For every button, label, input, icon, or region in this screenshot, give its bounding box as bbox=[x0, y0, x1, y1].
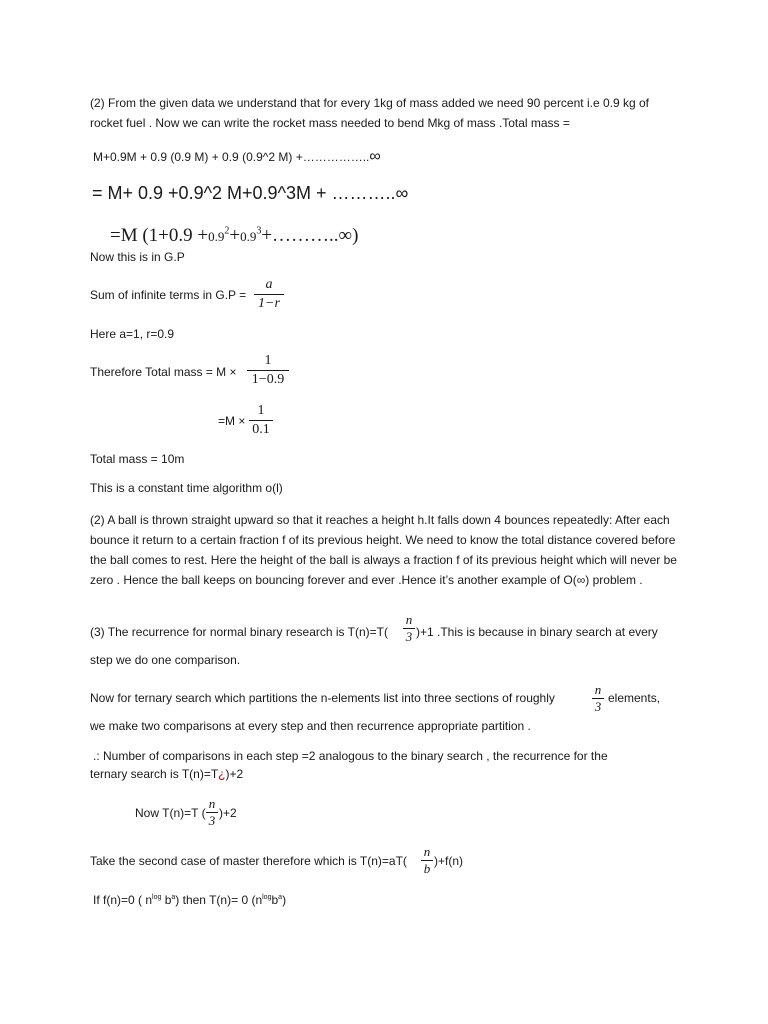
now-line-a: Now T(n)=T ( bbox=[135, 806, 206, 820]
therefore-numerator: 1 bbox=[264, 353, 272, 368]
ternary-line-a: Now for ternary search which partitions the n-elements list into three sections of roughly bbox=[90, 691, 555, 705]
eqm-numerator: 1 bbox=[257, 403, 265, 418]
series-text: M+0.9M + 0.9 (0.9 M) + 0.9 (0.9^2 M) +…………….. bbox=[93, 150, 370, 164]
fraction-bar bbox=[247, 370, 289, 371]
gp-line: Now this is in G.P bbox=[90, 250, 185, 264]
eq3-exp2: 3 bbox=[256, 225, 262, 237]
final-sup4: a bbox=[278, 894, 283, 901]
final-line bbox=[93, 892, 286, 908]
recurrence-line-a: (3) The recurrence for normal binary research is T(n)=T( bbox=[90, 625, 388, 639]
paragraph-ball: (2) A ball is thrown straight upward so that it reaches a height h.It falls down 4 bounces repeatedly: After each bounce it return to a certain fraction f of its previous height. We need to know the total distance covered before the ball comes to rest. Here the height of the ball is always a fraction f of its previous height which will never be zero . Hence the ball keeps on bouncing forever and ever .Hence it’s another example of O(∞) problem . bbox=[90, 513, 677, 587]
final-sup2: a bbox=[171, 894, 176, 901]
paragraph-rocket-intro: (2) From the given data we understand that for every 1kg of mass added we need 90 percent i.e 0.9 kg of rocket fuel . Now we can write the rocket mass needed to bend Mkg of mass .Total mass = bbox=[90, 96, 649, 130]
ternary-denominator: 3 bbox=[594, 699, 602, 714]
now-line-b: )+2 bbox=[219, 806, 237, 820]
fraction-bar bbox=[254, 294, 284, 295]
comparisons-line-b bbox=[90, 766, 243, 782]
master-numerator: n bbox=[423, 844, 431, 859]
recurrence-line-b: )+1 .This is because in binary search at every bbox=[416, 625, 658, 639]
infinity-symbol: ∞ bbox=[369, 148, 381, 165]
final-e: ) bbox=[282, 893, 287, 907]
final-a: If f(n)=0 ( n bbox=[93, 893, 153, 907]
eq3-plus: + bbox=[229, 225, 241, 246]
recurrence-numerator: n bbox=[405, 612, 413, 627]
eqm-denominator: 0.1 bbox=[252, 422, 270, 437]
comparisons-red-glyph: ¿ bbox=[218, 767, 226, 781]
eqm-fraction bbox=[249, 403, 273, 438]
therefore-fraction bbox=[247, 353, 289, 388]
final-c: ) then T(n)= 0 (n bbox=[175, 893, 263, 907]
ternary-numerator: n bbox=[594, 682, 602, 697]
comparisons-line-a: .: Number of comparisons in each step =2 analogous to the binary search , the recurrence for the bbox=[93, 749, 608, 763]
recurrence-denominator: 3 bbox=[405, 629, 413, 644]
master-line-b: )+f(n) bbox=[434, 854, 464, 868]
eq3-term2: 0.9 bbox=[240, 229, 257, 244]
sum-denominator: 1−r bbox=[258, 296, 280, 311]
eqm-label: =M × bbox=[218, 414, 246, 428]
therefore-denominator: 1−0.9 bbox=[251, 372, 285, 387]
equation-line-3 bbox=[110, 224, 358, 249]
here-line: Here a=1, r=0.9 bbox=[90, 327, 175, 341]
total-mass-line: Total mass = 10m bbox=[90, 452, 185, 466]
eq3-exp1: 2 bbox=[224, 225, 230, 237]
master-fraction bbox=[421, 845, 433, 876]
now-numerator: n bbox=[208, 796, 216, 811]
final-sup1: log bbox=[152, 894, 162, 901]
eq3-prefix: =M (1+0.9 + bbox=[110, 225, 209, 246]
final-b: b bbox=[161, 893, 172, 907]
now-denominator: 3 bbox=[208, 813, 216, 828]
final-sup3: log bbox=[262, 894, 272, 901]
therefore-label: Therefore Total mass = M × bbox=[90, 365, 237, 379]
sum-numerator: a bbox=[265, 277, 273, 292]
fraction-bar bbox=[249, 420, 273, 421]
equation-line-2: = M+ 0.9 +0.9^2 M+0.9^3M + ………..∞ bbox=[92, 183, 409, 203]
constant-time-line: This is a constant time algorithm o(l) bbox=[90, 481, 283, 495]
ternary-fraction bbox=[592, 683, 604, 714]
recurrence-fraction bbox=[403, 613, 415, 644]
recurrence-line-c: step we do one comparison. bbox=[90, 653, 241, 667]
sum-label: Sum of infinite terms in G.P = bbox=[90, 288, 247, 302]
final-d: b bbox=[271, 893, 279, 907]
comparisons-text: ternary search is T(n)=T bbox=[90, 767, 219, 781]
now-fraction bbox=[206, 797, 218, 828]
master-line-a: Take the second case of master therefore which is T(n)=aT( bbox=[90, 854, 407, 868]
sum-fraction bbox=[254, 277, 284, 312]
eq3-suffix: +………..∞) bbox=[261, 225, 359, 246]
master-denominator: b bbox=[423, 861, 431, 876]
series-line bbox=[93, 149, 381, 165]
ternary-line-c: we make two comparisons at every step and then recurrence appropriate partition . bbox=[90, 719, 531, 733]
eq3-term1: 0.9 bbox=[208, 229, 225, 244]
ternary-line-b: elements, bbox=[608, 691, 661, 705]
comparisons-suffix: )+2 bbox=[225, 767, 244, 781]
